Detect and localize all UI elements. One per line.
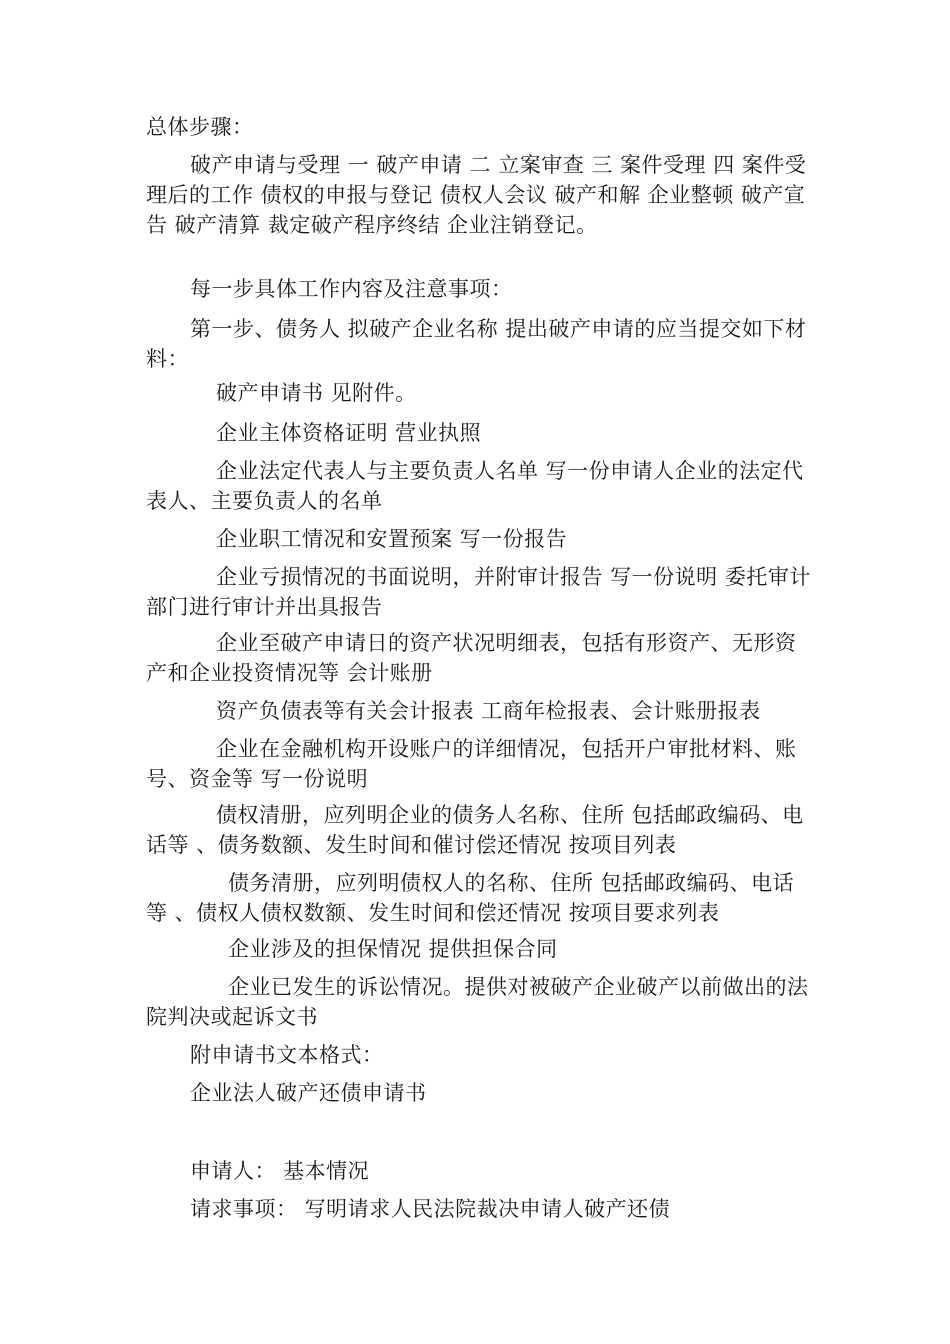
applicant-line: 申请人： 基本情况 xyxy=(190,1159,370,1183)
material-item: 企业在金融机构开设账户的详细情况，包括开户审批材料、账号、资金等 写一份说明 xyxy=(146,737,797,791)
request-line: 请求事项： 写明请求人民法院裁决申请人破产还债 xyxy=(190,1197,671,1221)
details-heading: 每一步具体工作内容及注意事项： xyxy=(190,277,513,301)
material-item: 企业涉及的担保情况 提供担保合同 xyxy=(228,937,558,961)
steps-overview-paragraph: 破产申请与受理 一 破产申请 二 立案审查 三 案件受理 四 案件受理后的工作 债权的申报与登记 债权人会议 破产和解 企业整顿 破产宣告 破产清算 裁定破产程序终结 企业注销登记。 xyxy=(146,153,807,237)
material-item: 企业已发生的诉讼情况。提供对被破产企业破产以前做出的法院判决或起诉文书 xyxy=(146,975,809,1029)
material-item: 企业职工情况和安置预案 写一份报告 xyxy=(216,527,568,551)
material-item: 企业主体资格证明 营业执照 xyxy=(216,421,482,445)
material-item: 资产负债表等有关会计报表 工商年检报表、会计账册报表 xyxy=(216,699,761,723)
material-item: 企业亏损情况的书面说明，并附审计报告 写一份说明 委托审计部门进行审计并出具报告 xyxy=(146,565,811,619)
material-item: 债务清册，应列明债权人的名称、住所 包括邮政编码、电话等 、债权人债权数额、发生时间和偿还情况 按项目要求列表 xyxy=(146,871,795,925)
material-item: 企业法定代表人与主要负责人名单 写一份申请人企业的法定代表人、主要负责人的名单 xyxy=(146,459,804,513)
step-one-paragraph: 第一步、债务人 拟破产企业名称 提出破产申请的应当提交如下材料： xyxy=(146,317,807,371)
material-item: 破产申请书 见附件。 xyxy=(216,381,417,405)
attachment-heading: 附申请书文本格式： xyxy=(190,1043,384,1067)
material-item: 企业至破产申请日的资产状况明细表，包括有形资产、无形资产和企业投资情况等 会计账册 xyxy=(146,631,797,685)
material-item: 债权清册，应列明企业的债务人名称、住所 包括邮政编码、电话等 、债务数额、发生时间和催讨偿还情况 按项目列表 xyxy=(146,803,804,857)
application-form-title: 企业法人破产还债申请书 xyxy=(190,1081,427,1105)
overall-steps-heading: 总体步骤： xyxy=(146,115,254,139)
